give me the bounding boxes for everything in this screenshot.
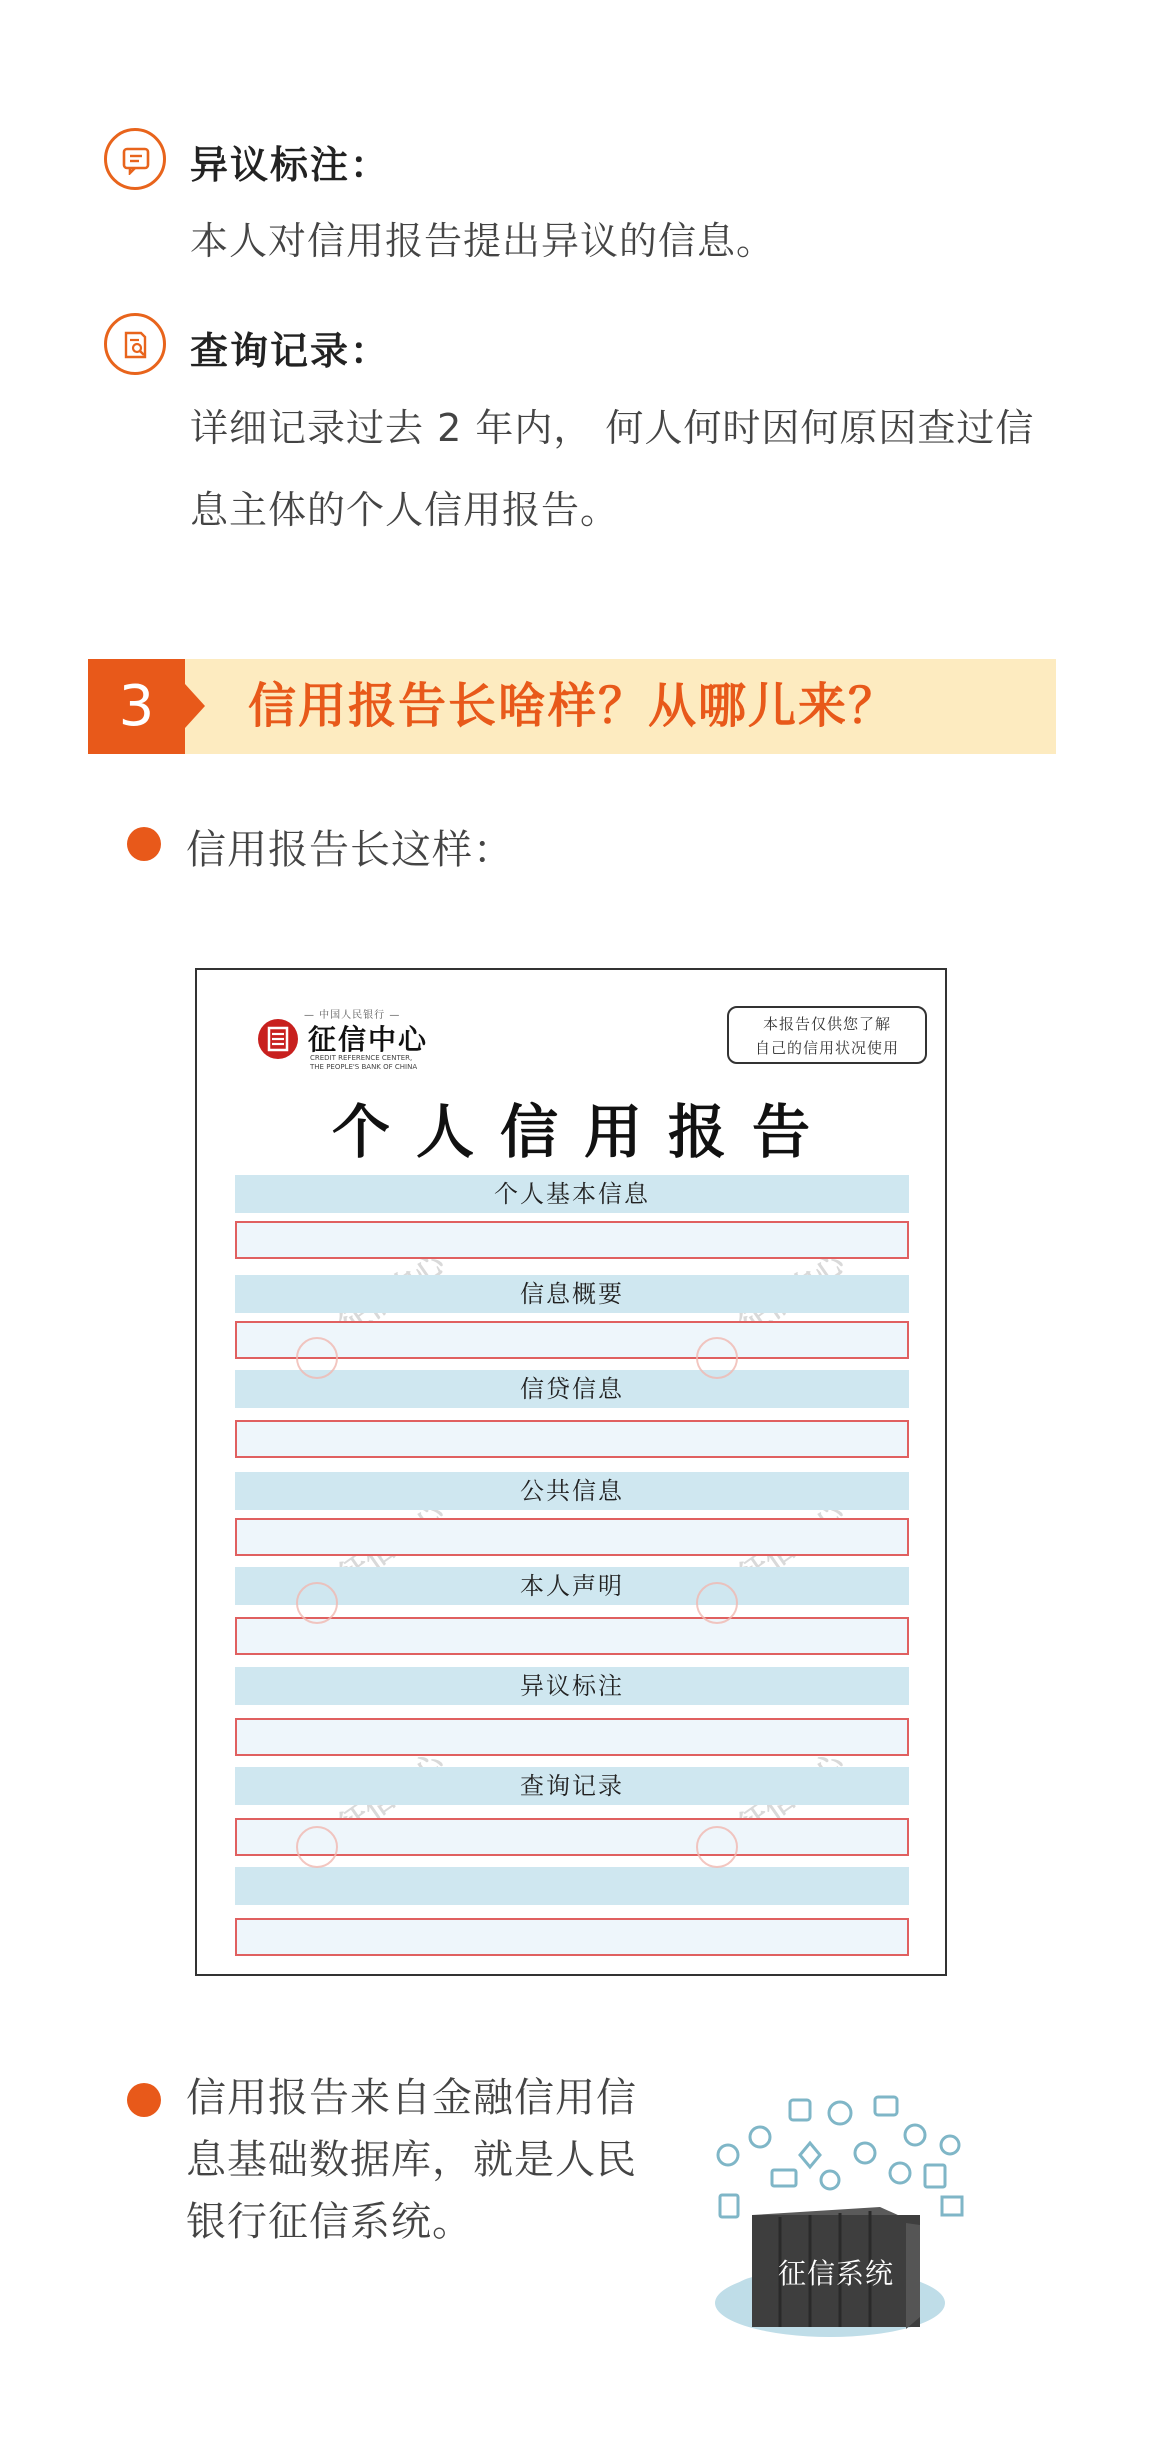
- report-blank-bar: [235, 1867, 909, 1905]
- bullet-dot: [127, 2083, 161, 2117]
- credit-center-logo-icon: [256, 1017, 300, 1061]
- notice-line: 本报告仅供您了解: [762, 1015, 891, 1033]
- report-section-bar: 信息概要: [235, 1275, 909, 1313]
- definition-body-line: 详细记录过去 2 年内， 何人何时因何原因查过信: [190, 406, 1035, 450]
- report-section-bar: 查询记录: [235, 1767, 909, 1805]
- bullet-text: 信用报告长这样：: [186, 827, 514, 873]
- report-content-box: [235, 1221, 909, 1259]
- watermark-stamp-icon: [696, 1582, 738, 1624]
- report-content-box: [235, 1718, 909, 1756]
- comment-icon: [104, 128, 166, 190]
- bullet-line: 息基础数据库，就是人民: [186, 2137, 637, 2183]
- definition-body: 本人对信用报告提出异议的信息。: [190, 219, 776, 263]
- banner-arrow-icon: [185, 684, 205, 728]
- section-title: 信用报告长啥样？从哪儿来？: [248, 678, 899, 734]
- watermark-stamp-icon: [296, 1826, 338, 1868]
- bullet-line: 信用报告来自金融信用信: [186, 2075, 637, 2121]
- logo-name: 征信中心: [308, 1023, 429, 1056]
- definition-title: 异议标注：: [190, 143, 391, 187]
- bullet-dot: [127, 827, 161, 861]
- report-content-box: [235, 1918, 909, 1956]
- report-content-box: [235, 1617, 909, 1655]
- watermark-stamp-icon: [696, 1337, 738, 1379]
- report-section-bar: 异议标注: [235, 1667, 909, 1705]
- definition-body-line: 息主体的个人信用报告。: [190, 488, 620, 532]
- watermark-stamp-icon: [696, 1826, 738, 1868]
- bullet-line: 银行征信系统。: [186, 2199, 473, 2245]
- notice-line: 自己的信用状况使用: [754, 1039, 899, 1057]
- bullet-text: [186, 2067, 637, 2253]
- report-title: 个人信用报告: [331, 1098, 836, 1166]
- definition-title: 查询记录：: [190, 329, 391, 373]
- report-section-bar: 公共信息: [235, 1472, 909, 1510]
- report-section-bar: 本人声明: [235, 1567, 909, 1605]
- report-section-bar: 信贷信息: [235, 1370, 909, 1408]
- credit-system-label: 征信系统: [777, 2257, 894, 2290]
- report-content-box: [235, 1518, 909, 1556]
- credit-system-illustration: [680, 2085, 980, 2355]
- watermark-stamp-icon: [296, 1582, 338, 1624]
- logo-top-text: — 中国人民银行 —: [304, 1010, 401, 1021]
- search-document-icon: [104, 313, 166, 375]
- report-section-bar: 个人基本信息: [235, 1175, 909, 1213]
- report-notice-box: [727, 1006, 927, 1064]
- watermark-stamp-icon: [296, 1337, 338, 1379]
- logo-en-line: CREDIT REFERENCE CENTER,: [310, 1054, 413, 1062]
- report-content-box: [235, 1420, 909, 1458]
- section-number: 3: [118, 674, 155, 739]
- logo-en-line: THE PEOPLE'S BANK OF CHINA: [310, 1063, 418, 1071]
